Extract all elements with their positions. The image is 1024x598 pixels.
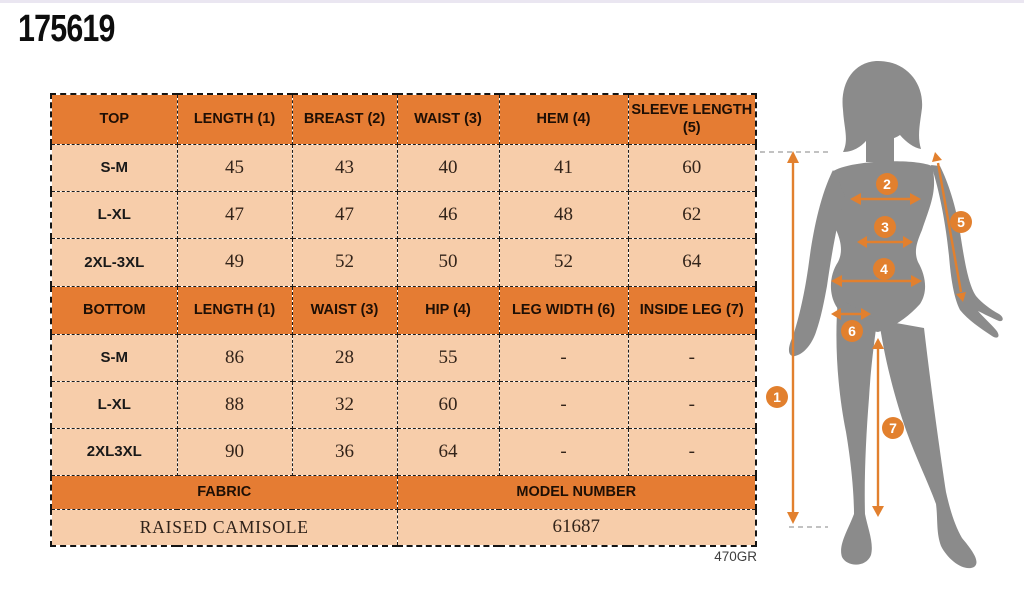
marker-6-label: 6 (848, 323, 856, 339)
top-divider-line (0, 0, 1024, 3)
weight-footnote: 470GR (714, 549, 757, 564)
model-number-header: MODEL NUMBER (397, 475, 756, 509)
col-header-length: LENGTH (1) (177, 94, 292, 144)
silhouette-right-leg (879, 320, 976, 568)
value-cell: 32 (292, 381, 397, 428)
table-row (51, 286, 756, 334)
value-cell: 62 (628, 191, 756, 238)
value-cell: - (499, 428, 628, 475)
value-cell: 41 (499, 144, 628, 191)
marker-3-label: 3 (881, 219, 889, 235)
col-header-length-bottom: LENGTH (1) (177, 286, 292, 334)
table-row (51, 475, 756, 509)
page-title: 175619 (18, 8, 115, 50)
value-cell: 52 (292, 238, 397, 286)
marker-1-label: 1 (773, 389, 781, 405)
col-header-hem: HEM (4) (499, 94, 628, 144)
col-header-top: TOP (51, 94, 177, 144)
size-cell: 2XL3XL (51, 428, 177, 475)
table-row (51, 334, 756, 381)
table-row (51, 238, 756, 286)
col-header-waist-bottom: WAIST (3) (292, 286, 397, 334)
value-cell: - (499, 334, 628, 381)
value-cell: - (628, 334, 756, 381)
col-header-leg-width: LEG WIDTH (6) (499, 286, 628, 334)
value-cell: 47 (177, 191, 292, 238)
arrowhead (872, 506, 884, 517)
marker-7-label: 7 (889, 420, 897, 436)
measurement-figure (752, 40, 1024, 598)
arrowhead (831, 308, 841, 320)
value-cell: 52 (499, 238, 628, 286)
col-header-sleeve-length: SLEEVE LENGTH (5) (628, 94, 756, 144)
table-row (51, 144, 756, 191)
value-cell: - (499, 381, 628, 428)
value-cell: 46 (397, 191, 499, 238)
arrowhead (932, 152, 942, 162)
table-row (51, 191, 756, 238)
col-header-breast: BREAST (2) (292, 94, 397, 144)
marker-5-label: 5 (957, 214, 965, 230)
value-cell: 55 (397, 334, 499, 381)
col-header-inside-leg: INSIDE LEG (7) (628, 286, 756, 334)
value-cell: 60 (628, 144, 756, 191)
marker-2-label: 2 (883, 176, 891, 192)
value-cell: 43 (292, 144, 397, 191)
female-silhouette (789, 61, 1003, 568)
size-cell: 2XL-3XL (51, 238, 177, 286)
value-cell: 28 (292, 334, 397, 381)
fabric-value: RAISED CAMISOLE (51, 509, 397, 546)
arrowhead (787, 512, 799, 524)
value-cell: 45 (177, 144, 292, 191)
fabric-header: FABRIC (51, 475, 397, 509)
table-row (51, 509, 756, 546)
value-cell: - (628, 381, 756, 428)
table-row (51, 94, 756, 144)
value-cell: 40 (397, 144, 499, 191)
size-cell: S-M (51, 334, 177, 381)
value-cell: 64 (397, 428, 499, 475)
table-row (51, 381, 756, 428)
value-cell: 47 (292, 191, 397, 238)
silhouette-neck (866, 128, 894, 162)
value-cell: 49 (177, 238, 292, 286)
value-cell: 90 (177, 428, 292, 475)
value-cell: 88 (177, 381, 292, 428)
size-cell: L-XL (51, 381, 177, 428)
size-cell: S-M (51, 144, 177, 191)
value-cell: 36 (292, 428, 397, 475)
marker-4-label: 4 (880, 261, 888, 277)
value-cell: 64 (628, 238, 756, 286)
size-cell: L-XL (51, 191, 177, 238)
value-cell: 50 (397, 238, 499, 286)
value-cell: - (628, 428, 756, 475)
col-header-waist: WAIST (3) (397, 94, 499, 144)
col-header-bottom: BOTTOM (51, 286, 177, 334)
value-cell: 48 (499, 191, 628, 238)
model-number-value: 61687 (397, 509, 756, 546)
value-cell: 86 (177, 334, 292, 381)
size-chart-table (50, 93, 757, 547)
table-row (51, 428, 756, 475)
value-cell: 60 (397, 381, 499, 428)
col-header-hip: HIP (4) (397, 286, 499, 334)
